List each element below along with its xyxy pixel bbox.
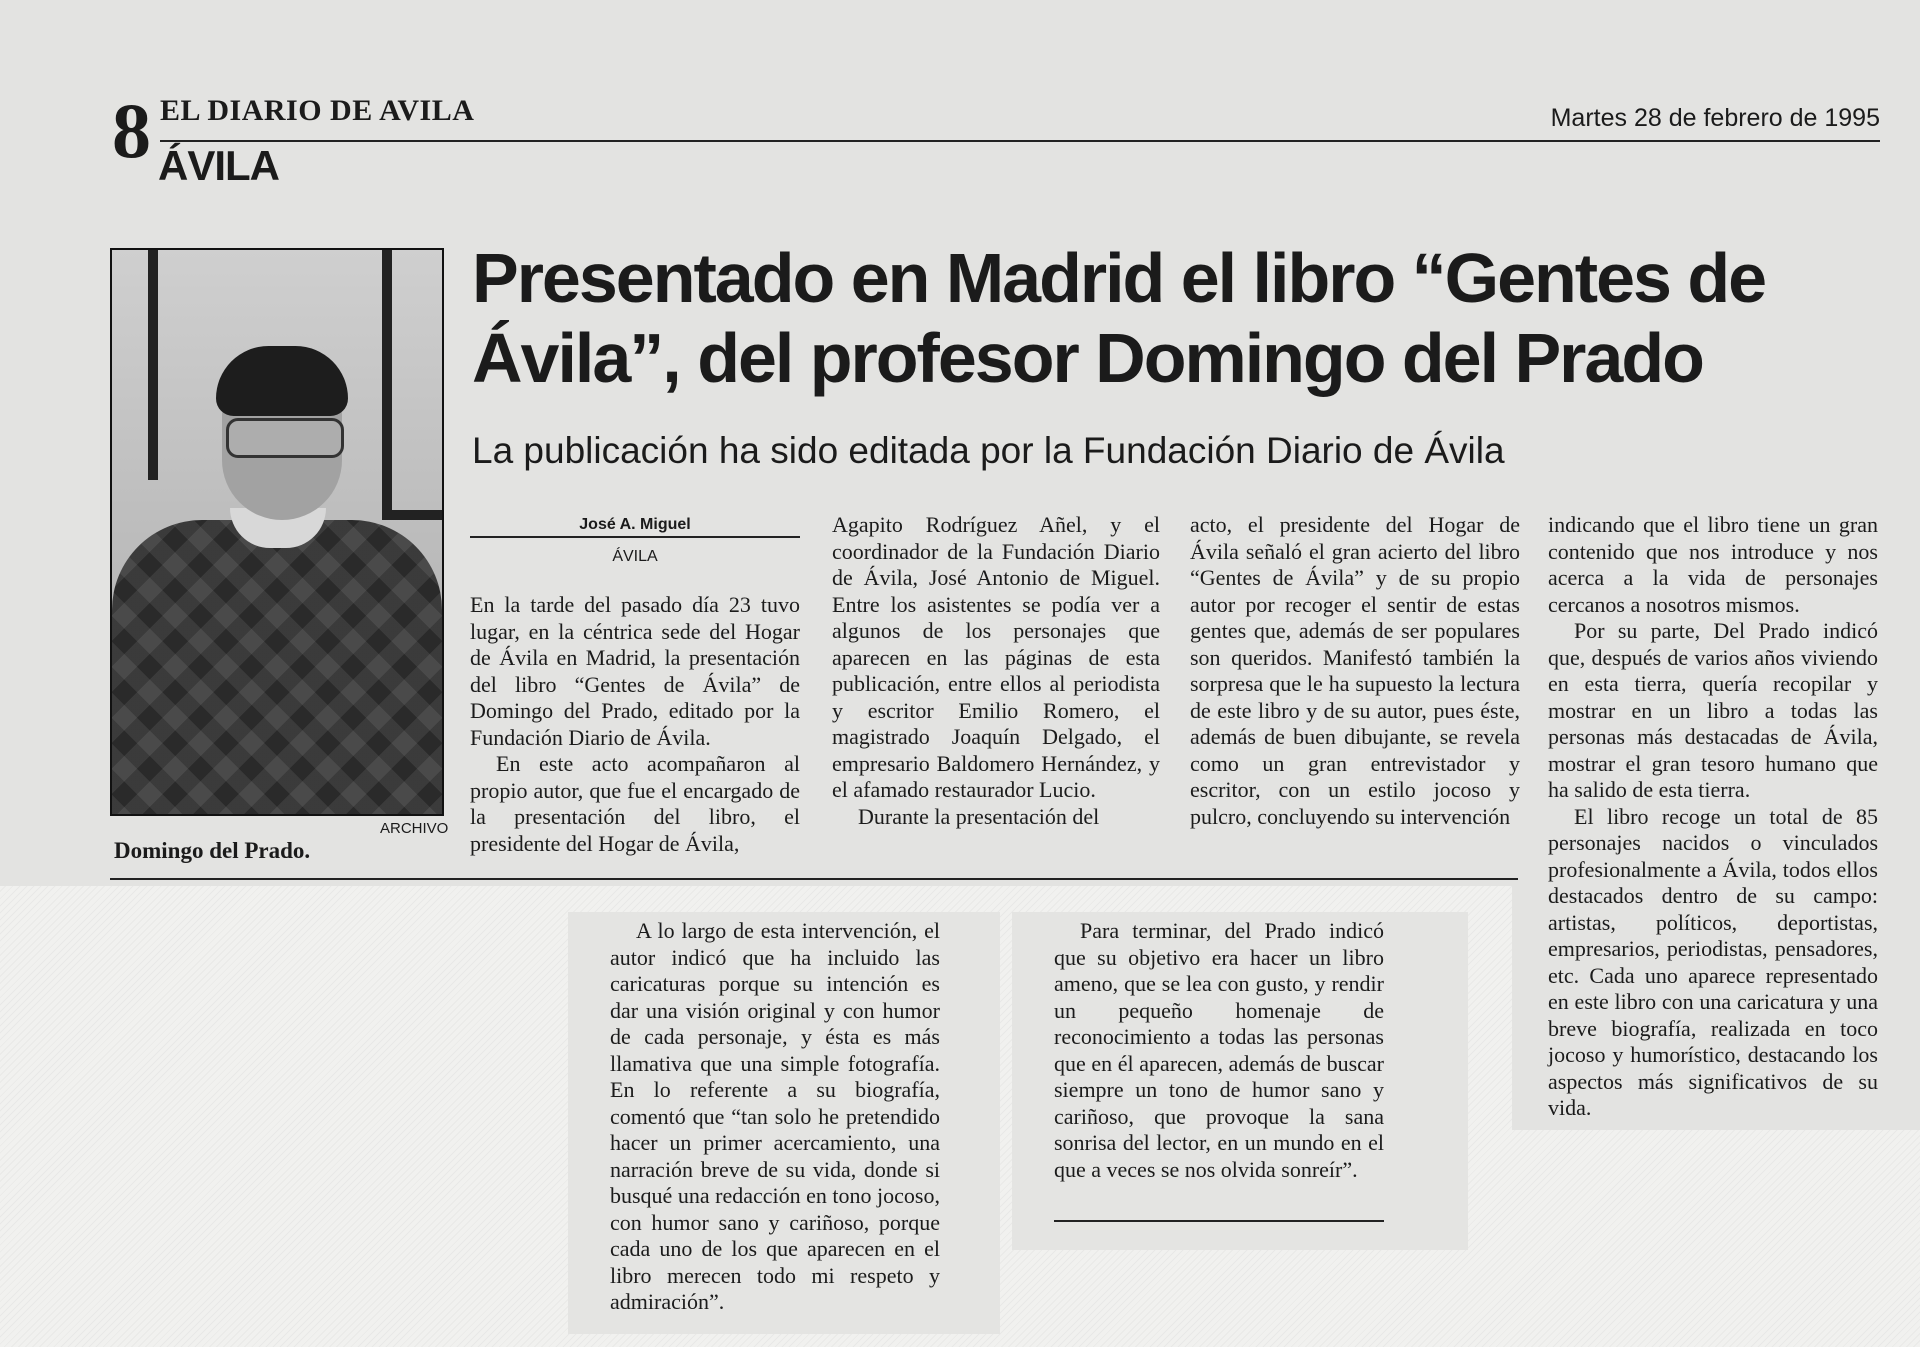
author-photo [110,248,444,816]
paragraph: En este acto acompañaron al propio autor, que fue el encargado de la presentación del libro, el presidente del Hogar de Ávila, [470,751,800,856]
paragraph: Durante la presentación del [858,803,1100,829]
photo-caption: Domingo del Prado. [114,838,311,863]
paragraph: Agapito Rodríguez Añel, y el coordinador de la Fundación Diario de Ávila, José Antonio de Miguel. Entre los asistentes se podía ver a algunos de los personajes que aparecen en las páginas de esta publicación, entre ellos al periodista y escritor Emilio Romero, el magistrado Joaquín Delgado, el empresario Baldomero Hernández, y el afamado restaurador Lucio. [832,512,1160,802]
section-name: ÁVILA [158,142,279,189]
continuation-column-a [610,918,940,1316]
paragraph: indicando que el libro tiene un gran contenido que nos introduce y nos acerca a la vida de personajes cercanos a nosotros mismos. [1548,512,1878,617]
newspaper-masthead: EL DIARIO DE AVILA [160,94,475,127]
photo-sweater [112,520,442,816]
continuation-column-b [1054,918,1384,1183]
paragraph: El libro recoge un total de 85 personajes nacidos o vinculados profesionalmente a Ávila, todos ellos destacados dentro de su campo: artistas, políticos, deportistas, empresarios, periodistas, pensadores, etc. Cada uno aparece representado en este libro con una caricatura y una breve biografía, realizada en toco jocoso y humorístico, destacando los aspectos más significativos de su vida. [1548,803,1878,1120]
section-rule [110,878,1518,880]
byline-author: José A. Miguel [579,516,691,533]
page-number: 8 [112,87,149,174]
issue-date: Martes 28 de febrero de 1995 [1550,104,1880,132]
photo-credit: ARCHIVO [380,820,449,837]
article-subheadline: La publicación ha sido editada por la Fundación Diario de Ávila [472,430,1505,471]
photo-hair [216,346,348,416]
paragraph: acto, el presidente del Hogar de Ávila señaló el gran acierto del libro “Gentes de Ávila” y de su propio autor por recoger el sentir de estas gentes que, además de ser populares son queridos. Manifestó también la sorpresa que le ha supuesto la lectura de este libro y de su autor, pues éste, además de buen dibujante, se revela como un gran entrevistador y escritor, con un estilo jocoso y pulcro, concluyendo su intervención [1190,512,1520,829]
article-column-3 [1190,512,1520,830]
paragraph: En la tarde del pasado día 23 tuvo lugar, en la céntrica sede del Hogar de Ávila en Madrid, la presentación del libro “Gentes de Ávila” de Domingo del Prado, editado por la Fundación Diario de Ávila. [470,592,800,750]
article-column-1 [470,592,800,857]
photo-glasses [226,418,344,458]
byline-location: ÁVILA [612,548,658,565]
article-column-4 [1548,512,1878,1122]
photo-picture-frame-left [112,250,158,480]
paragraph: Por su parte, Del Prado indicó que, después de varios años viviendo en esta tierra, quería recopilar y mostrar en un libro a todas las personas más destacadas de Ávila, mostrar el gran tesoro humano que ha salido de esta tierra. [1548,618,1878,802]
article-headline: Presentado en Madrid el libro “Gentes de Ávila”, del profesor Domingo del Prado [472,239,1766,397]
photo-picture-frame-right [382,250,444,520]
article-end-rule [1054,1220,1384,1222]
paragraph: A lo largo de esta intervención, el autor indicó que ha incluido las caricaturas porque su intención es dar una visión original y con humor de cada personaje, y ésta es más llamativa que una simple fotografía. En lo referente a su biografía, comentó que “tan solo he pretendido hacer un primer acercamiento, una narración breve de su vida, donde si busqué una redacción en tono jocoso, con humor sano y cariñoso, porque cada uno de los que aparecen en el libro merecen todo mi respeto y admiración”. [610,918,940,1314]
article-column-2 [832,512,1160,830]
header-rule [160,140,1880,142]
paragraph: Para terminar, del Prado indicó que su objetivo era hacer un libro ameno, que se lea con gusto, y rendir un pequeño homenaje de reconocimiento a todas las personas que en él aparecen, además de buscar siempre un tono de humor sano y cariñoso, que provoque la sana sonrisa del lector, en un mundo en el que a veces se nos olvida sonreír”. [1054,918,1384,1182]
byline-rule [470,536,800,538]
